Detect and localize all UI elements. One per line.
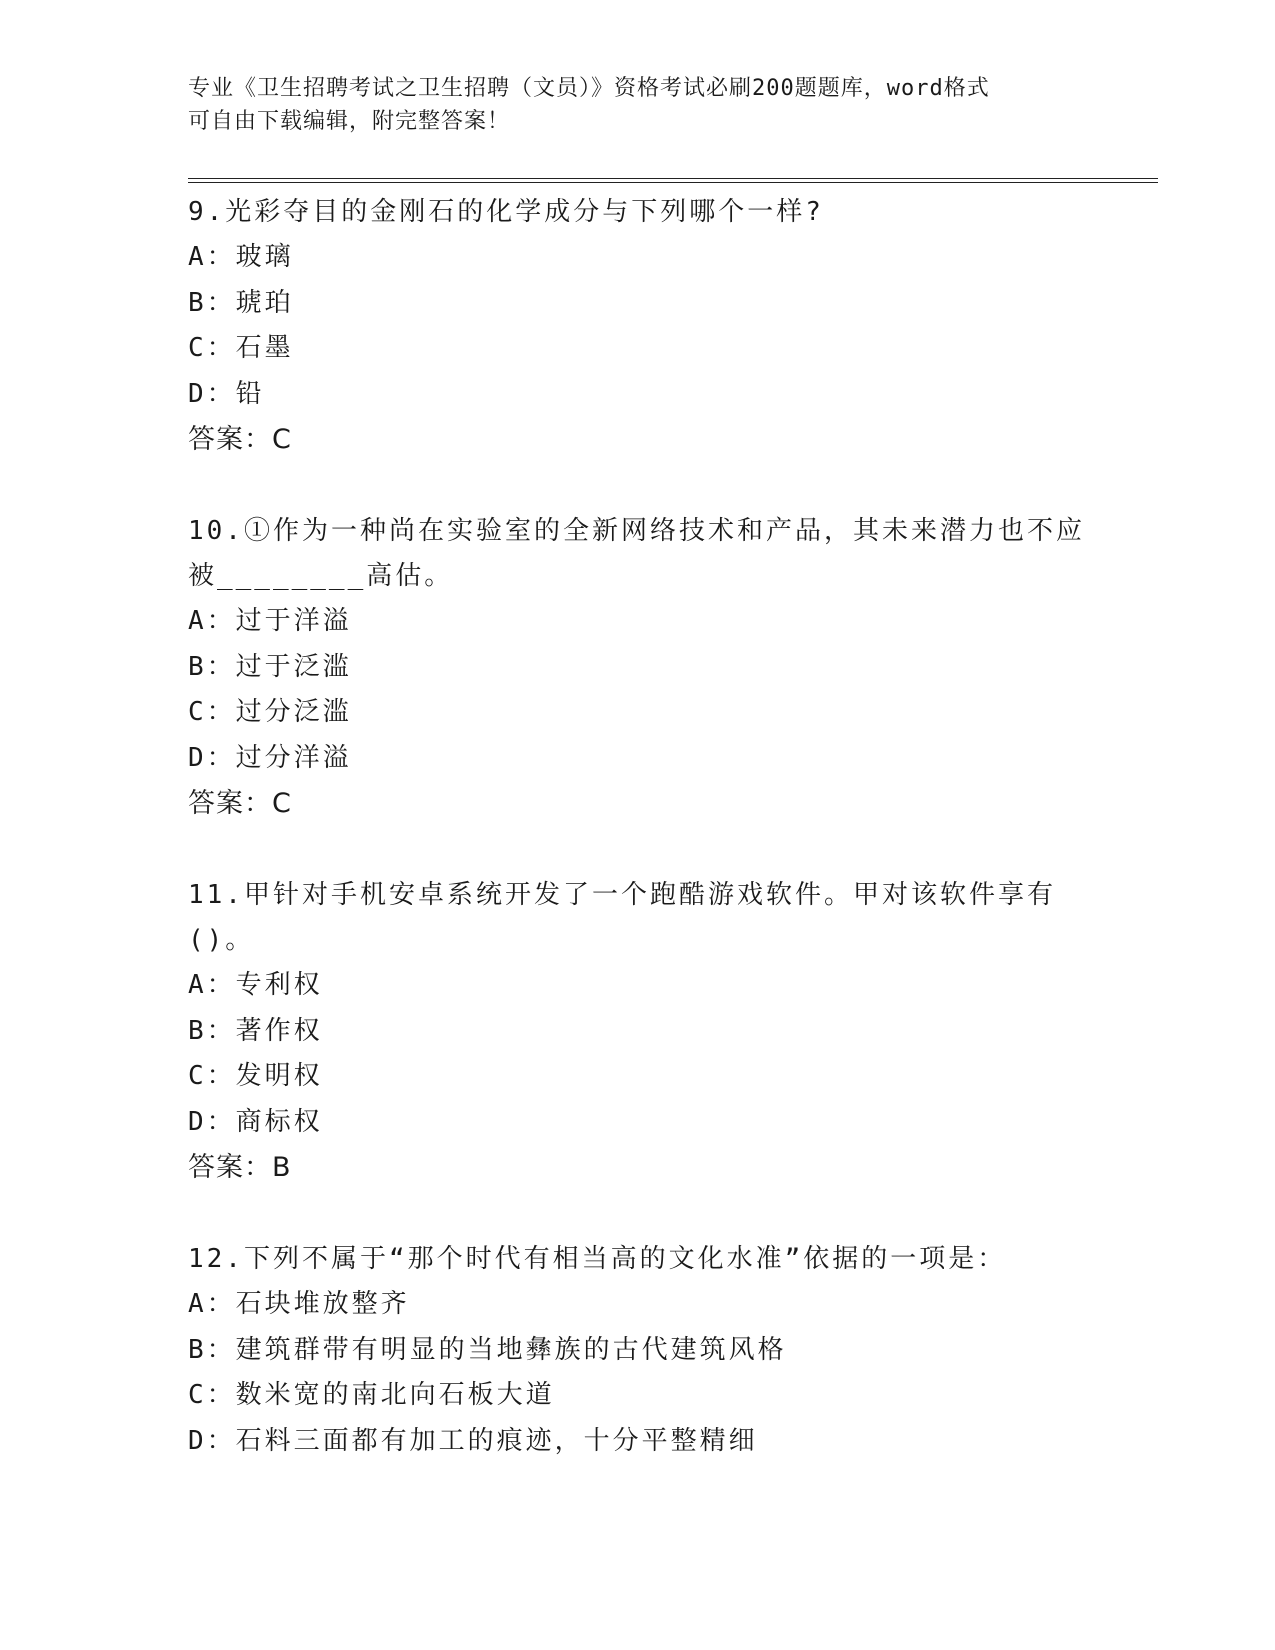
option-d: D：商标权 <box>188 1106 323 1137</box>
answer-line: 答案：B <box>188 1152 292 1183</box>
option-a: A：专利权 <box>188 970 323 1000</box>
option-a: A：玻璃 <box>188 242 294 272</box>
question-9 <box>188 190 1088 463</box>
option-c: C：过分泛滥 <box>188 697 352 727</box>
document-header <box>188 72 1068 138</box>
option-d: D：过分洋溢 <box>188 742 352 773</box>
option-c: C：发明权 <box>188 1061 323 1091</box>
option-a: A：过于洋溢 <box>188 606 352 636</box>
question-text: 10.①作为一种尚在实验室的全新网络技术和产品，其未来潜力也不应被________高估。 <box>188 516 1085 591</box>
header-line-1: 专业《卫生招聘考试之卫生招聘（文员）》资格考试必刷200题题库，word格式 <box>188 76 990 101</box>
option-d: D：石料三面都有加工的痕迹，十分平整精细 <box>188 1425 758 1456</box>
question-11 <box>188 873 1088 1191</box>
question-text: 11.甲针对手机安卓系统开发了一个跑酷游戏软件。甲对该软件享有()。 <box>188 880 1056 955</box>
option-d: D：铅 <box>188 378 265 409</box>
question-10 <box>188 509 1088 827</box>
option-c: C：数米宽的南北向石板大道 <box>188 1380 555 1410</box>
option-b: B：建筑群带有明显的当地彝族的古代建筑风格 <box>188 1334 787 1365</box>
answer-line: 答案：C <box>188 424 292 455</box>
header-divider <box>188 178 1158 183</box>
question-text: 9.光彩夺目的金刚石的化学成分与下列哪个一样? <box>188 197 824 227</box>
option-b: B：琥珀 <box>188 287 294 318</box>
option-a: A：石块堆放整齐 <box>188 1289 410 1319</box>
header-line-2: 可自由下载编辑，附完整答案！ <box>188 109 511 134</box>
option-b: B：著作权 <box>188 1015 323 1046</box>
answer-line: 答案：C <box>188 788 292 819</box>
question-text: 12.下列不属于“那个时代有相当高的文化水准”依据的一项是： <box>188 1244 1007 1274</box>
question-12 <box>188 1237 1088 1464</box>
option-c: C：石墨 <box>188 333 294 363</box>
option-b: B：过于泛滥 <box>188 651 352 682</box>
question-list <box>188 190 1088 1510</box>
